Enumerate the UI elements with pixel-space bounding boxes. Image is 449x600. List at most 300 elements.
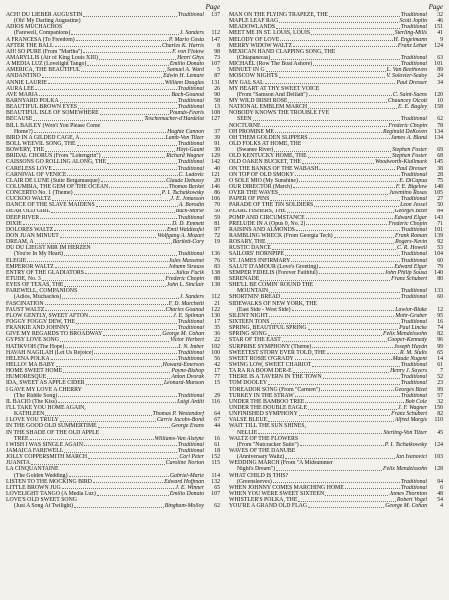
page-number: 88 [214, 276, 220, 283]
song-title: DON JUAN MINUET [6, 233, 59, 240]
song-title: AURA LEE [6, 85, 35, 92]
song-title: IN THE GOOD OLD SUMMERTIME [6, 423, 97, 430]
column-header [6, 3, 220, 12]
dot-leader [42, 76, 162, 78]
dot-leader [345, 487, 400, 489]
dot-leader [83, 51, 171, 53]
song-title: AVE MARIA [6, 91, 38, 98]
page-number: 151 [434, 24, 443, 31]
index-columns [6, 3, 443, 509]
song-title: HAVAH NAGILAH (Let Us Rejoice) [6, 349, 94, 356]
index-column-right [229, 3, 443, 509]
dot-leader [67, 174, 177, 176]
dot-leader [60, 420, 156, 422]
composer-name: Bingham-Molloy [164, 503, 204, 510]
song-title: SALUT D'AMOUR (Love's Greeting) [229, 263, 319, 270]
composer-name: Juventino Rosas [389, 190, 427, 197]
song-title: SHORTNIN' BREAD [229, 294, 281, 301]
page-number: 20 [214, 177, 220, 184]
page-number: 99 [437, 343, 443, 350]
dot-leader [325, 494, 388, 496]
page-number: 17 [214, 319, 220, 326]
composer-name: Chauncey Olcott [387, 97, 427, 104]
composer-name: Traditional [177, 325, 204, 332]
composer-name: F. E. Bigelow [395, 183, 427, 190]
page-number: 16 [437, 319, 443, 326]
page-number: 50 [437, 202, 443, 209]
composer-name: Scott Joplin [399, 18, 427, 25]
song-title: BECAUSE [6, 116, 33, 123]
song-title: SURPRISE SYMPHONY (Theme) [229, 343, 312, 350]
dot-leader [101, 180, 166, 182]
dot-leader [308, 156, 391, 158]
song-title: ST. JAMES INFIRMARY [229, 257, 291, 264]
dot-leader [295, 358, 392, 360]
page-number: 6 [440, 484, 443, 491]
dot-leader [55, 266, 168, 268]
page-number: 68 [437, 153, 443, 160]
dot-leader [33, 119, 143, 121]
song-title: SEMPER FIDELIS (Forever Faithful) [229, 269, 318, 276]
page-number: 10 [437, 97, 443, 104]
page-number: 30 [214, 147, 220, 154]
composer-name: Robert Vogel [396, 497, 427, 504]
dot-leader [80, 137, 164, 139]
song-title: (From "Nutcracker Suite") [237, 441, 299, 448]
dot-leader [100, 113, 169, 115]
composer-name: Traditional [177, 104, 204, 111]
song-title: (You're In My Heart) [14, 251, 63, 258]
song-title: MICHAEL (Row The Boat Ashore) [229, 61, 313, 68]
song-title: OUR DIRECTOR (March) [229, 183, 293, 190]
composer-name: Charles Gounod [165, 306, 204, 313]
song-title: BEAUTIFUL BROWN EYES [6, 104, 77, 111]
song-title: NATIONAL EMBLEM MARCH [229, 104, 308, 111]
composer-name: Caroline Norton [165, 460, 204, 467]
dot-leader [319, 266, 393, 268]
dot-leader [308, 107, 397, 109]
composer-name: Traditional [177, 447, 204, 454]
dot-leader [93, 481, 163, 483]
composer-name: Traditional [177, 165, 204, 172]
dot-leader [23, 223, 171, 225]
dot-leader [102, 156, 166, 158]
page-number: 17 [214, 368, 220, 375]
page-number: 81 [214, 220, 220, 227]
dot-leader [35, 242, 172, 244]
composer-name: Traditional [400, 257, 427, 264]
page-number: 60 [437, 294, 443, 301]
song-title: JAMAICA FAREWELL [6, 447, 64, 454]
song-title: (East Side - West Side) [237, 306, 291, 313]
song-title: AMARYLLIS (Air of King Louis XIII) [6, 54, 98, 61]
dot-leader [291, 260, 400, 262]
page-number: 19 [214, 239, 220, 246]
song-title: SIXTEEN TONS [229, 319, 270, 326]
song-title: CLAIR DE LUNE (Suite Bergamasque) [6, 177, 100, 184]
composer-name: Hughie Cannon [167, 128, 204, 135]
page-number: 41 [437, 30, 443, 37]
composer-name: George Evans [171, 423, 204, 430]
song-title: PRELUDE IN A (Opus 0, No. 2) [229, 220, 306, 227]
dot-leader [48, 82, 164, 84]
dot-leader [31, 463, 165, 465]
song-title: VALSE BLEUE [229, 417, 268, 424]
dot-leader [87, 64, 168, 66]
page-number: 22 [214, 337, 220, 344]
song-title: WHEN YOU WERE SWEET SIXTEEN [229, 490, 325, 497]
composer-name: Traditional [177, 214, 204, 221]
page-number: 131 [211, 79, 220, 86]
composer-name: P. I. Tschaikowsky [161, 190, 204, 197]
composer-name: A. Borodin [178, 202, 204, 209]
song-title: (Chiapanecas) [237, 54, 271, 61]
dot-leader [109, 186, 168, 188]
dot-leader [55, 45, 161, 47]
dot-leader [314, 205, 399, 207]
composer-name: Paul Dresser [396, 79, 427, 86]
song-title: BARNYARD POLKA [6, 97, 59, 104]
song-title: COLUMBIA, THE GEM OF THE OCEAN [6, 183, 109, 190]
song-title: SAILORS' HORNPIPE [229, 251, 284, 258]
composer-name: Payne-Bishop [171, 368, 204, 375]
song-title: OLD FOLKS AT HOME, THE [229, 140, 302, 147]
page-number: 48 [437, 490, 443, 497]
page-number: 136 [211, 251, 220, 258]
dot-leader [64, 451, 177, 453]
composer-name: Traditional [177, 319, 204, 326]
page-number: 79 [437, 263, 443, 270]
dot-leader [312, 365, 399, 367]
page-number: 100 [211, 349, 220, 356]
dot-leader [262, 125, 388, 127]
composer-name: Carrie Jacobs-Bond [156, 417, 204, 424]
composer-name: Emil Waldteufel [167, 226, 204, 233]
page-number: 138 [211, 269, 220, 276]
page-number: 4 [440, 503, 443, 510]
dot-leader [35, 88, 177, 90]
page-number: 28 [437, 171, 443, 178]
song-title: FASCINATION [6, 300, 44, 307]
dot-leader [319, 168, 395, 170]
song-title: WHEN JOHNNY COMES MARCHING HOME [229, 484, 344, 491]
page-number: 32 [437, 12, 443, 18]
dot-leader [334, 236, 394, 238]
dot-leader [313, 64, 400, 66]
song-title: RAISINS AND ALMONDS [229, 226, 296, 233]
page-number: 102 [211, 343, 220, 350]
song-title: AFTER THE BALL [6, 42, 54, 49]
dot-leader [306, 223, 387, 225]
song-title: DREAM, A [6, 239, 34, 246]
composer-name: Traditional [177, 349, 204, 356]
dot-leader [83, 15, 176, 17]
page-number: 62 [214, 503, 220, 510]
dot-leader [299, 180, 398, 182]
song-title: YOU'RE A GRAND OLD FLAG [229, 503, 308, 510]
song-title: MY HEART AT THY SWEET VOICE [229, 85, 320, 92]
composer-name: Frank Roman [394, 233, 427, 240]
song-title: WAVES OF THE DANUBE [229, 447, 296, 454]
song-title: DANCE OF THE SLAVE MAIDENS [6, 202, 95, 209]
dot-leader [27, 260, 167, 262]
page-number: 90 [214, 91, 220, 98]
dot-leader [69, 475, 169, 477]
composer-name: Traditional [400, 251, 427, 258]
composer-name: J. Sanders [179, 294, 204, 301]
dot-leader [298, 500, 395, 502]
page-number: 106 [211, 196, 220, 203]
page-number: 143 [434, 214, 443, 221]
composer-name: Traditional [400, 24, 427, 31]
composer-name: C. Ludovic [178, 171, 204, 178]
composer-name: J. F. Wagner [398, 405, 427, 411]
song-title: DEEP RIVER [6, 214, 40, 221]
song-title: MELODY OF LOVE [229, 36, 280, 43]
dot-leader [267, 242, 395, 244]
song-title: OH PROMISE ME [229, 128, 275, 135]
dot-leader [282, 340, 387, 342]
composer-name: J. E. Winner [175, 484, 204, 491]
page-number: 96 [437, 337, 443, 344]
page-number: 57 [437, 392, 443, 399]
composer-name: Traditional [400, 226, 427, 233]
song-title: FRANKIE AND JOHNNY [6, 325, 70, 332]
page-number: 94 [437, 478, 443, 485]
song-title: LITTLE BROWN JUG [6, 484, 61, 491]
dot-leader [299, 414, 390, 416]
dot-leader [308, 408, 397, 410]
song-title: SERENADE [229, 276, 260, 283]
composer-name: Paul Lincke [399, 325, 427, 332]
dot-leader [272, 248, 396, 250]
song-title: SWING LOW, SWEET CHARIOT [229, 362, 312, 368]
dot-leader [308, 506, 384, 508]
page-number: 114 [211, 472, 220, 479]
song-title: TURKEY IN THE STRAW [229, 392, 294, 399]
page-number: 8 [217, 42, 220, 49]
dot-leader [71, 33, 178, 35]
page-number: 40 [214, 165, 220, 172]
song-title: (The Golden Wedding) [14, 472, 68, 479]
dot-leader [253, 119, 400, 121]
song-title: WEDDING MARCH (From "A Midsummer [229, 460, 333, 467]
composer-name: Thomas Becket [168, 183, 204, 190]
composer-name: Traditional [400, 484, 427, 491]
song-title: (Farewell, Companions) [14, 30, 71, 37]
dot-leader [30, 438, 154, 440]
page-number: 52 [437, 374, 443, 381]
composer-name: Leonard-Munson [163, 380, 204, 387]
page-number: 72 [214, 233, 220, 240]
dot-leader [77, 144, 177, 146]
song-title: HELENA POLKA [6, 355, 50, 362]
song-title: TOREADOR SONG (From "Carmen") [229, 386, 321, 393]
song-title: ELEGIE [6, 257, 27, 264]
page-number: 63 [437, 54, 443, 61]
dot-leader [305, 401, 404, 403]
page-number: 27 [437, 196, 443, 203]
dot-leader [293, 45, 397, 47]
page-number: 127 [211, 116, 220, 123]
dot-leader [52, 199, 170, 201]
dot-leader [97, 494, 169, 496]
song-title: I'LL TAKE YOU HOME AGAIN, [6, 405, 86, 411]
composer-name: Frederic Chopin [388, 220, 427, 227]
dot-leader [276, 469, 382, 471]
page-number: 65 [214, 484, 220, 491]
song-title: MEET ME IN ST. LOUIS, LOUIS [229, 30, 311, 37]
composer-name: Felix Mendelssohn [383, 466, 427, 473]
composer-name: F. D. Marchetti [168, 300, 204, 307]
dot-leader [279, 193, 388, 195]
composer-name: Traditional [400, 319, 427, 326]
song-title: CONCERTO No. 1 (Theme) [6, 190, 73, 197]
composer-name: Luigi Arditi [177, 398, 204, 405]
page-number: 36 [214, 331, 220, 338]
song-title: (Adios, Muchachos) [14, 294, 62, 301]
composer-name: E. E. Bagley [398, 104, 427, 111]
composer-name: P. Mario Costa [168, 36, 204, 43]
composer-name: R. M. Stults [399, 349, 427, 356]
song-title: OLD KENTUCKY HOME, THE [229, 153, 307, 160]
dot-leader [40, 217, 177, 219]
composer-name: Traditional [177, 140, 204, 147]
page-number: 97 [214, 226, 220, 233]
song-title: ON THE BANKS OF THE WABASH [229, 165, 319, 172]
page-column-label: Page [428, 3, 443, 11]
dot-leader [265, 82, 396, 84]
dot-leader [42, 279, 165, 281]
composer-name: P. I. Tschaikowsky [384, 441, 427, 448]
composer-name: Stephen Foster [392, 153, 427, 160]
page-number: 105 [434, 190, 443, 197]
composer-name: Traditional [400, 294, 427, 301]
page-number: 5 [217, 67, 220, 74]
song-title: Home?) [14, 128, 33, 135]
page-number: 34 [437, 79, 443, 86]
page-number: 58 [214, 97, 220, 104]
song-title: TOM DOOLEY [229, 380, 268, 387]
song-title: LOVELIGHT TANGO (A Media Luz) [6, 490, 96, 497]
composer-name: Alfred Margis [394, 417, 427, 424]
page-number: 61 [437, 362, 443, 368]
song-title: MAN ON THE FLYING TRAPEZE, THE [229, 12, 328, 18]
dot-leader [76, 39, 168, 41]
song-title: UNDER THE BAMBOO TREE [229, 398, 305, 405]
page-number: 120 [434, 91, 443, 98]
dot-leader [296, 229, 400, 231]
song-title: DIXIE [6, 220, 22, 227]
page-number: 82 [437, 331, 443, 338]
composer-name: Frederic Chopin [165, 276, 204, 283]
composer-name: Wolfgang A. Mozart [157, 233, 204, 240]
song-title: HUMORESQUE [6, 374, 47, 381]
composer-name: Buck-Morse [175, 208, 204, 215]
song-title: FAUST WALTZ [6, 306, 45, 313]
composer-name: Emilio Donato [169, 490, 204, 497]
composer-name: Joseph Haydn [393, 343, 427, 350]
song-title: PEARL FISHERS, THE [229, 208, 286, 215]
index-entry [6, 503, 220, 509]
song-title: ETUDE, No. 3 [6, 276, 41, 283]
song-title: BRIDAL CHORUS (From "Lohengrin") [6, 153, 101, 160]
song-title: WAIT TILL THE SUN SHINES, [229, 423, 306, 430]
dot-leader [268, 420, 394, 422]
dot-leader [288, 101, 386, 103]
song-title: MOSCOW NIGHTS [229, 73, 278, 80]
song-title: IN THE SHADE OF THE OLD APPLE [6, 429, 100, 436]
dot-leader [292, 309, 395, 311]
page-number: 70 [214, 202, 220, 209]
composer-name: Franz Schubert [391, 276, 427, 283]
dot-leader [275, 131, 382, 133]
page-number: 115 [211, 460, 220, 467]
page-number: 76 [214, 257, 220, 264]
page-number: 62 [437, 116, 443, 123]
page-number: 99 [437, 386, 443, 393]
song-title: (Swanee River) [237, 147, 274, 154]
dot-leader [268, 334, 382, 336]
composer-name: Lawlor-Blake [395, 306, 427, 313]
song-title: A FRANCESA (To Freedom) [6, 36, 75, 43]
dot-leader [88, 457, 178, 459]
page-number: 92 [437, 239, 443, 246]
dot-leader [329, 15, 400, 17]
composer-name: E. DiCapua [399, 177, 427, 184]
song-title: OH THEM GOLDEN SLIPPERS [229, 134, 308, 141]
composer-name: Traditional [177, 441, 204, 448]
composer-name: John L. Sinclair [166, 282, 204, 289]
column-header [229, 3, 443, 12]
song-title: LISTEN TO THE MOCKING BIRD [6, 478, 92, 485]
page-number: 69 [437, 147, 443, 154]
dot-leader [60, 236, 157, 238]
dot-leader [260, 279, 390, 281]
composer-name: George M. Cohan [162, 331, 204, 338]
song-title: GYPSY LOVE SONG [6, 337, 59, 344]
composer-name: Traditional [177, 85, 204, 92]
composer-name: Edward Hoffman [164, 478, 204, 485]
page-number: 45 [437, 429, 443, 436]
dot-leader [279, 21, 398, 23]
song-title: (Just A Song At Twilight) [14, 503, 74, 510]
song-title: WALTZ OF THE FLOWERS [229, 435, 299, 442]
song-title: EMPEROR WALTZ [6, 263, 54, 270]
page-number: 65 [437, 349, 443, 356]
page-number: 128 [434, 466, 443, 473]
page-number: 108 [211, 110, 220, 117]
song-title: IDA, SWEET AS APPLE CIDER [6, 380, 85, 387]
song-title: (Greensleeves) [237, 478, 272, 485]
dot-leader [99, 58, 176, 60]
dot-leader [53, 168, 177, 170]
composer-name: Anton Dvorak [171, 374, 204, 381]
dot-leader [76, 322, 177, 324]
composer-name: Traditional [177, 251, 204, 258]
song-title: PARADE OF THE TIN SOLDIERS [229, 202, 314, 209]
song-title: EYES OF TEXAS, THE [6, 282, 64, 289]
song-title: ANNIE LAURIE [6, 79, 47, 86]
composer-name: James Thornton [389, 490, 427, 497]
song-title: RAMBLING WRECK (From Georgia Tech) [229, 233, 333, 240]
dot-leader [295, 174, 400, 176]
dot-leader [45, 414, 151, 416]
dot-leader [54, 229, 166, 231]
song-title: THERE IS A TAVERN IN THE TOWN [229, 374, 322, 381]
page-number: 42 [214, 362, 220, 368]
song-title: POMP AND CIRCUMSTANCE [229, 214, 305, 221]
